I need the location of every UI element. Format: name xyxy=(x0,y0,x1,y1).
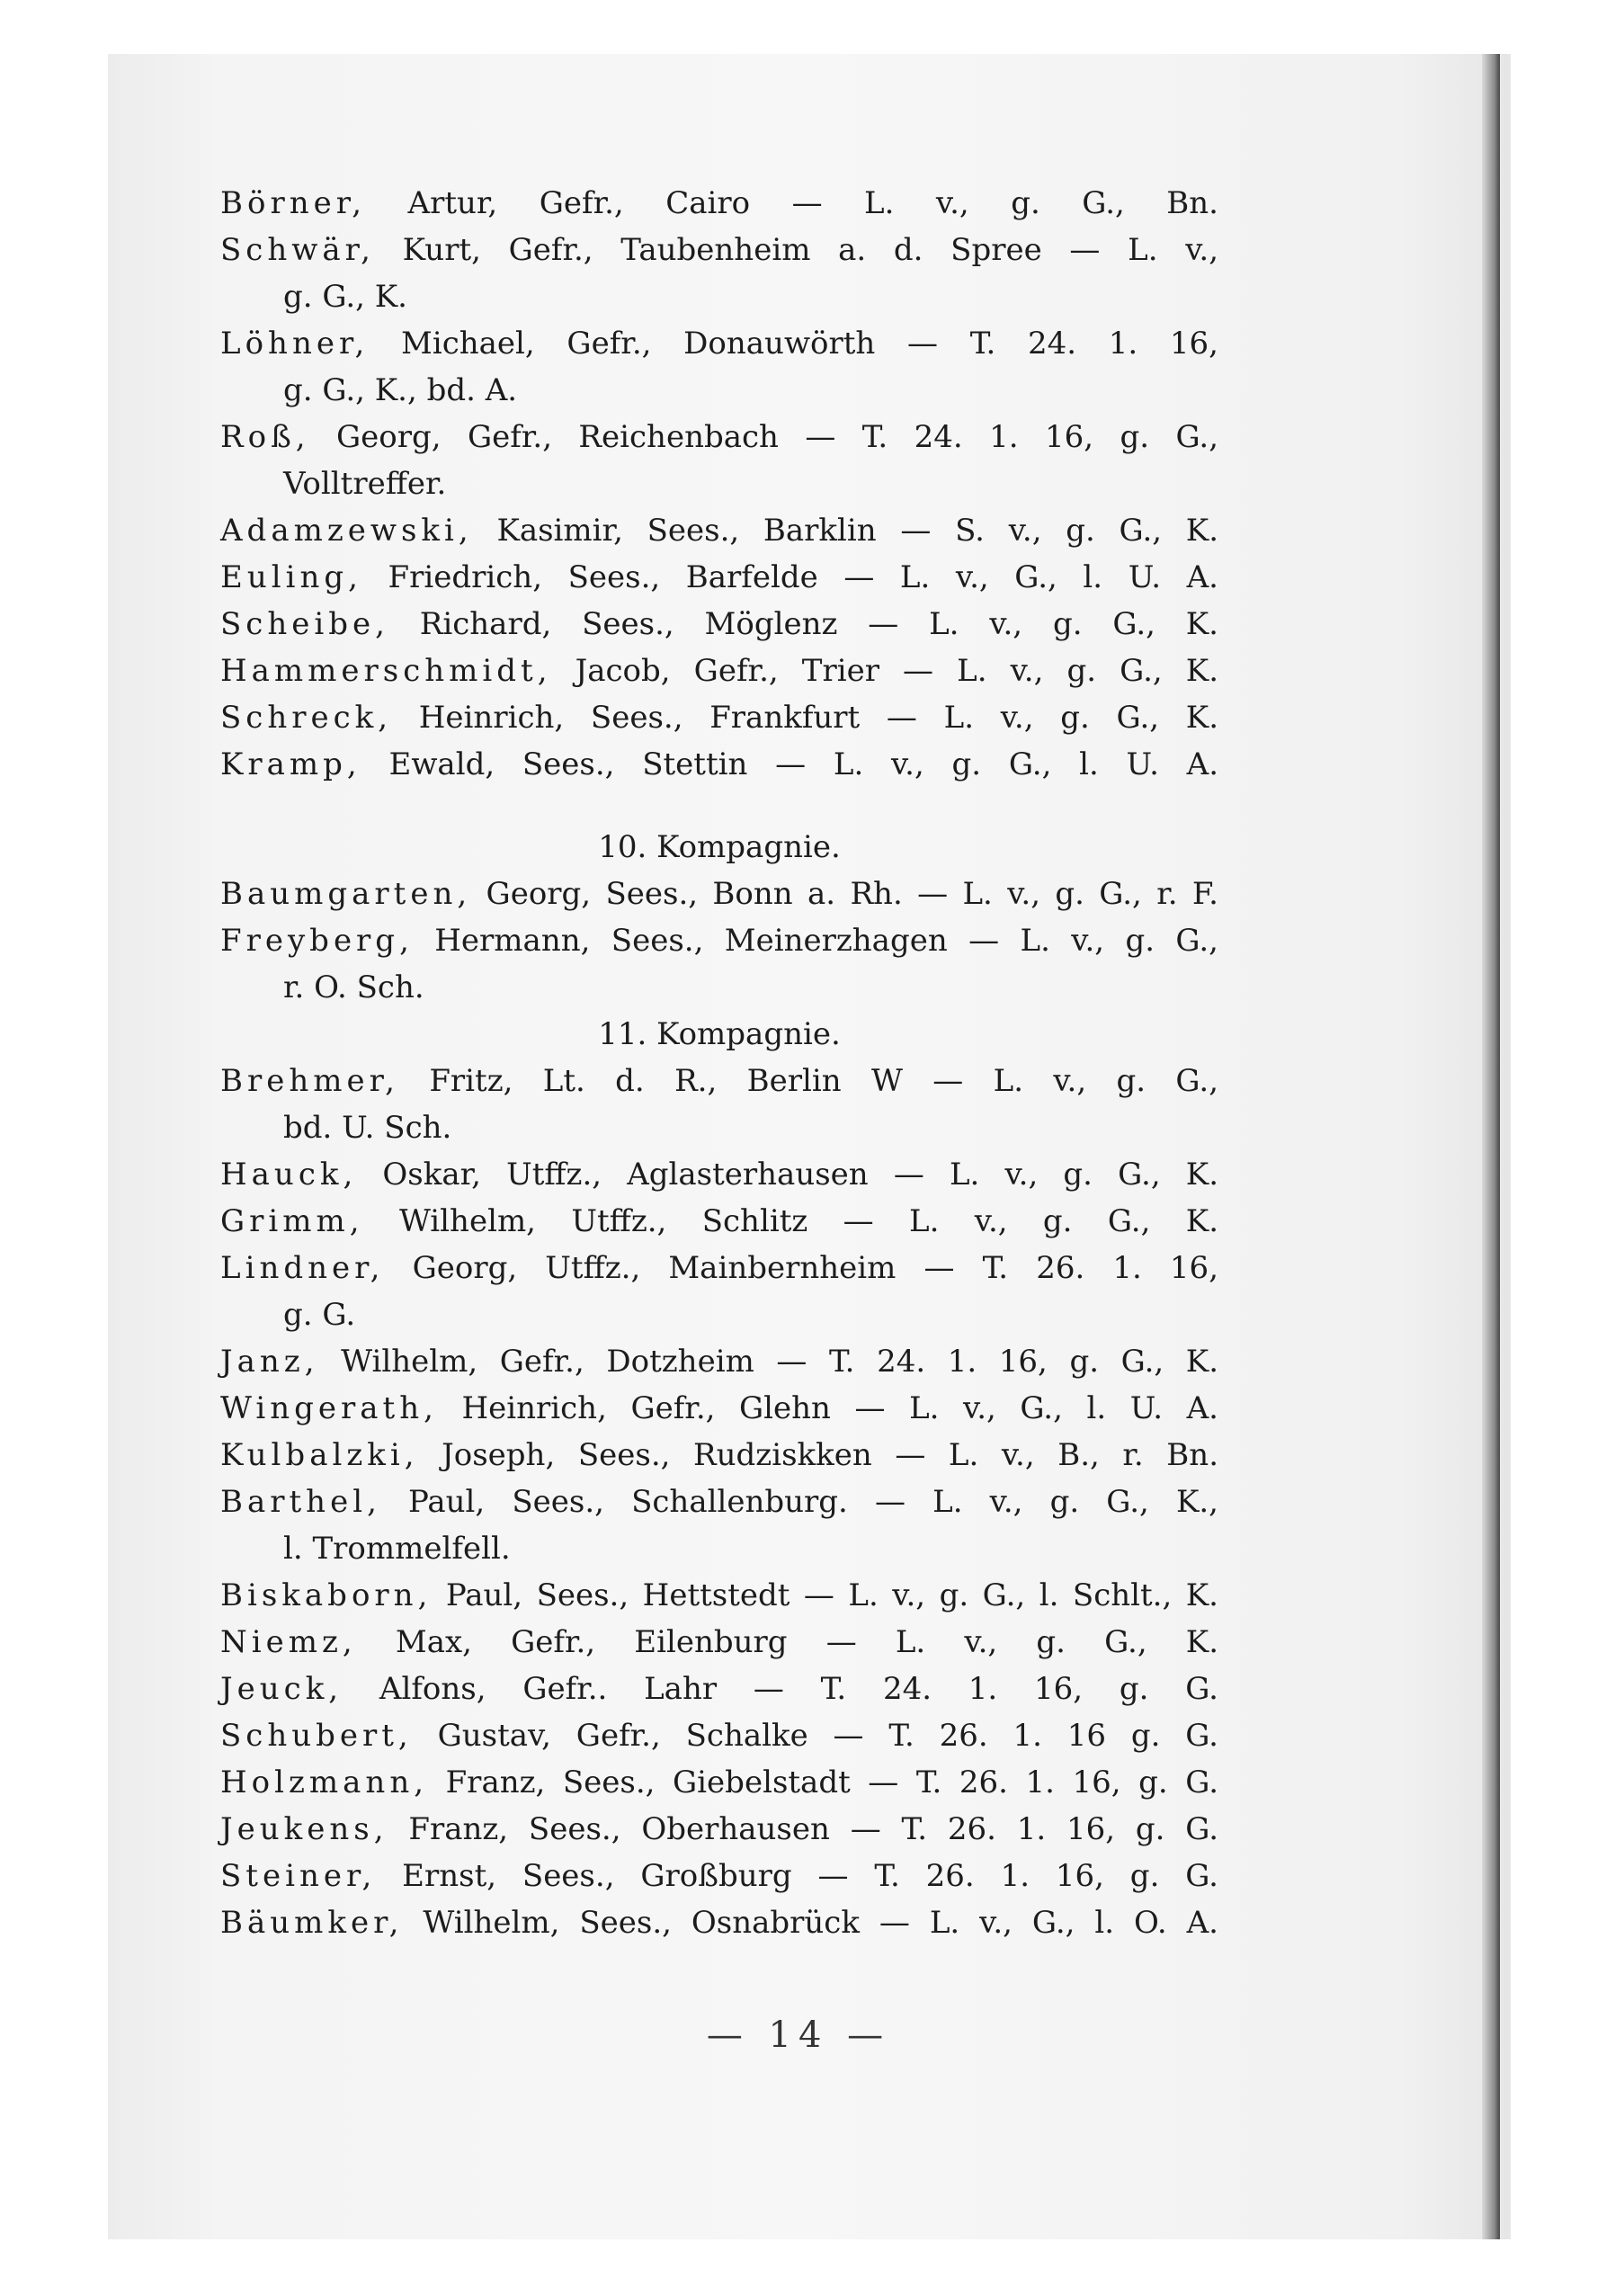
entry-line xyxy=(220,1759,1218,1806)
entry-line xyxy=(220,648,1218,694)
heading-11-kompagnie: 11. Kompagnie. xyxy=(598,1016,841,1052)
list-entry xyxy=(220,180,1218,227)
entry-line xyxy=(220,1572,1218,1619)
heading-10-kompagnie: 10. Kompagnie. xyxy=(598,829,841,865)
entry-line xyxy=(220,1058,1218,1104)
list-entry xyxy=(220,1666,1218,1712)
entry-surname: Wingerath, xyxy=(220,1390,438,1426)
list-entry xyxy=(220,1245,1218,1338)
entry-surname: Schwär, xyxy=(220,232,375,268)
list-entry xyxy=(220,741,1218,788)
entry-details: Kasimir, Sees., Barklin — S. v., g. G., K. xyxy=(496,513,1218,549)
entry-surname: Steiner, xyxy=(220,1858,377,1894)
entry-details: g. G. xyxy=(283,1297,356,1333)
entry-details: g. G., K., bd. A. xyxy=(283,372,518,408)
entry-line xyxy=(220,1151,1218,1198)
entry-line xyxy=(220,554,1218,601)
list-entry xyxy=(220,507,1218,554)
entry-surname: Holzmann, xyxy=(220,1764,429,1800)
list-entry xyxy=(220,414,1218,507)
entry-line xyxy=(220,601,1218,648)
entry-details: Wilhelm, Sees., Osnabrück — L. v., G., l. O. A. xyxy=(423,1905,1218,1941)
entry-line xyxy=(220,1712,1218,1759)
entry-line xyxy=(220,507,1218,554)
entry-surname: Lindner, xyxy=(220,1250,385,1286)
entry-details: l. Trommelfell. xyxy=(283,1531,511,1567)
entry-surname: Jeuck, xyxy=(220,1671,343,1707)
entry-details: Artur, Gefr., Cairo — L. v., g. G., Bn. xyxy=(407,185,1218,221)
entry-surname: Bäumker, xyxy=(220,1905,404,1941)
entry-details: Gustav, Gefr., Schalke — T. 26. 1. 16 g. G. xyxy=(437,1718,1218,1754)
entry-details: Heinrich, Gefr., Glehn — L. v., G., l. U. A. xyxy=(461,1390,1218,1426)
entry-line xyxy=(220,1853,1218,1899)
casualty-list xyxy=(220,180,1218,1946)
list-entry xyxy=(220,1899,1218,1946)
entry-surname: Schreck, xyxy=(220,700,393,736)
list-entry xyxy=(220,1572,1218,1619)
list-entry xyxy=(220,871,1218,917)
entry-line xyxy=(220,1432,1218,1479)
entry-continuation xyxy=(220,1525,1218,1572)
entry-details: Paul, Sees., Schallenburg. — L. v., g. G., K., xyxy=(408,1484,1218,1520)
list-entry xyxy=(220,1759,1218,1806)
entry-details: Ewald, Sees., Stettin — L. v., g. G., l. U. A. xyxy=(388,746,1218,782)
list-entry xyxy=(220,320,1218,414)
entry-details: Max, Gefr., Eilenburg — L. v., g. G., K. xyxy=(395,1624,1219,1660)
entry-surname: Kramp, xyxy=(220,746,361,782)
entry-surname: Niemz, xyxy=(220,1624,357,1660)
list-entry xyxy=(220,1338,1218,1385)
entry-surname: Grimm, xyxy=(220,1203,364,1239)
entry-details: Wilhelm, Utffz., Schlitz — L. v., g. G., K. xyxy=(398,1203,1218,1239)
entry-continuation xyxy=(220,964,1218,1011)
entry-details: Oskar, Utffz., Aglasterhausen — L. v., g. G., K. xyxy=(382,1157,1219,1193)
entry-surname: Janz, xyxy=(220,1344,319,1380)
entry-line xyxy=(220,1899,1218,1946)
list-entry xyxy=(220,1151,1218,1198)
entry-line xyxy=(220,694,1218,741)
entry-surname: Börner, xyxy=(220,185,367,221)
entry-details: Kurt, Gefr., Taubenheim a. d. Spree — L. v., xyxy=(402,232,1218,268)
list-entry xyxy=(220,694,1218,741)
entry-line xyxy=(220,1245,1218,1291)
list-entry xyxy=(220,1385,1218,1432)
entry-surname: Baumgarten, xyxy=(220,876,472,912)
entry-details: g. G., K. xyxy=(283,279,407,315)
entry-details: Volltreffer. xyxy=(283,466,447,502)
entry-line xyxy=(220,320,1218,367)
entry-surname: Scheibe, xyxy=(220,606,389,642)
entry-details: Friedrich, Sees., Barfelde — L. v., G., l. U. A. xyxy=(388,559,1218,595)
entry-details: Richard, Sees., Möglenz — L. v., g. G., K. xyxy=(419,606,1218,642)
entry-surname: Schubert, xyxy=(220,1718,413,1754)
entry-details: Michael, Gefr., Donauwörth — T. 24. 1. 16, xyxy=(401,326,1218,362)
entry-line xyxy=(220,917,1218,964)
entry-surname: Brehmer, xyxy=(220,1063,399,1099)
entry-surname: Hammerschmidt, xyxy=(220,653,552,689)
entry-surname: Barthel, xyxy=(220,1484,381,1520)
entry-surname: Adamzewski, xyxy=(220,513,473,549)
list-entry xyxy=(220,1479,1218,1572)
entry-line xyxy=(220,180,1218,227)
entry-line xyxy=(220,1619,1218,1666)
entry-details: r. O. Sch. xyxy=(283,969,424,1005)
entry-surname: Kulbalzki, xyxy=(220,1437,419,1473)
entry-details: Wilhelm, Gefr., Dotzheim — T. 24. 1. 16, g. G., K. xyxy=(341,1344,1219,1380)
entry-line xyxy=(220,1479,1218,1525)
list-entry xyxy=(220,648,1218,694)
list-entry xyxy=(220,1853,1218,1899)
entry-details: Jacob, Gefr., Trier — L. v., g. G., K. xyxy=(575,653,1218,689)
list-entry xyxy=(220,1058,1218,1151)
page-shadow-edge xyxy=(1482,54,1500,2239)
entry-details: Alfons, Gefr.. Lahr — T. 24. 1. 16, g. G. xyxy=(379,1671,1218,1707)
page-number: — 14 — xyxy=(706,2015,891,2056)
entry-details: Georg, Gefr., Reichenbach — T. 24. 1. 16, g. G., xyxy=(336,419,1219,455)
entry-continuation xyxy=(220,367,1218,414)
entry-details: Joseph, Sees., Rudziskken — L. v., B., r. Bn. xyxy=(442,1437,1219,1473)
entry-surname: Biskaborn, xyxy=(220,1577,433,1613)
list-entry xyxy=(220,1619,1218,1666)
entry-surname: Euling, xyxy=(220,559,362,595)
entries-block-9th xyxy=(220,180,1218,788)
entries-block-10th xyxy=(220,871,1218,1011)
entry-details: Franz, Sees., Giebelstadt — T. 26. 1. 16, g. G. xyxy=(445,1764,1218,1800)
entry-surname: Jeukens, xyxy=(220,1811,388,1847)
entry-continuation xyxy=(220,460,1218,507)
entry-continuation xyxy=(220,273,1218,320)
entry-details: Fritz, Lt. d. R., Berlin W — L. v., g. G., xyxy=(429,1063,1218,1099)
list-entry xyxy=(220,1806,1218,1853)
entry-surname: Roß, xyxy=(220,419,310,455)
entries-block-11th xyxy=(220,1058,1218,1946)
entry-details: Franz, Sees., Oberhausen — T. 26. 1. 16, g. G. xyxy=(408,1811,1218,1847)
entry-line xyxy=(220,871,1218,917)
entry-details: bd. U. Sch. xyxy=(283,1110,452,1146)
entry-continuation xyxy=(220,1291,1218,1338)
list-entry xyxy=(220,1198,1218,1245)
list-entry xyxy=(220,554,1218,601)
entry-line xyxy=(220,1385,1218,1432)
entry-surname: Löhner, xyxy=(220,326,370,362)
entry-line xyxy=(220,414,1218,460)
entry-line xyxy=(220,1198,1218,1245)
entry-line xyxy=(220,1806,1218,1853)
list-entry xyxy=(220,1712,1218,1759)
list-entry xyxy=(220,601,1218,648)
entry-surname: Freyberg, xyxy=(220,923,414,959)
entry-details: Heinrich, Sees., Frankfurt — L. v., g. G., K. xyxy=(418,700,1218,736)
entry-details: Hermann, Sees., Meinerzhagen — L. v., g. G., xyxy=(434,923,1218,959)
entry-details: Ernst, Sees., Großburg — T. 26. 1. 16, g. G. xyxy=(402,1858,1218,1894)
list-entry xyxy=(220,917,1218,1011)
entry-line xyxy=(220,741,1218,788)
entry-details: Georg, Sees., Bonn a. Rh. — L. v., g. G., r. F. xyxy=(486,876,1218,912)
entry-line xyxy=(220,227,1218,273)
entry-continuation xyxy=(220,1104,1218,1151)
entry-surname: Hauck, xyxy=(220,1157,358,1193)
entry-line xyxy=(220,1666,1218,1712)
entry-details: Georg, Utffz., Mainbernheim — T. 26. 1. 16, xyxy=(412,1250,1218,1286)
entry-line xyxy=(220,1338,1218,1385)
list-entry xyxy=(220,227,1218,320)
entry-details: Paul, Sees., Hettstedt — L. v., g. G., l. Schlt., K. xyxy=(445,1577,1218,1613)
list-entry xyxy=(220,1432,1218,1479)
